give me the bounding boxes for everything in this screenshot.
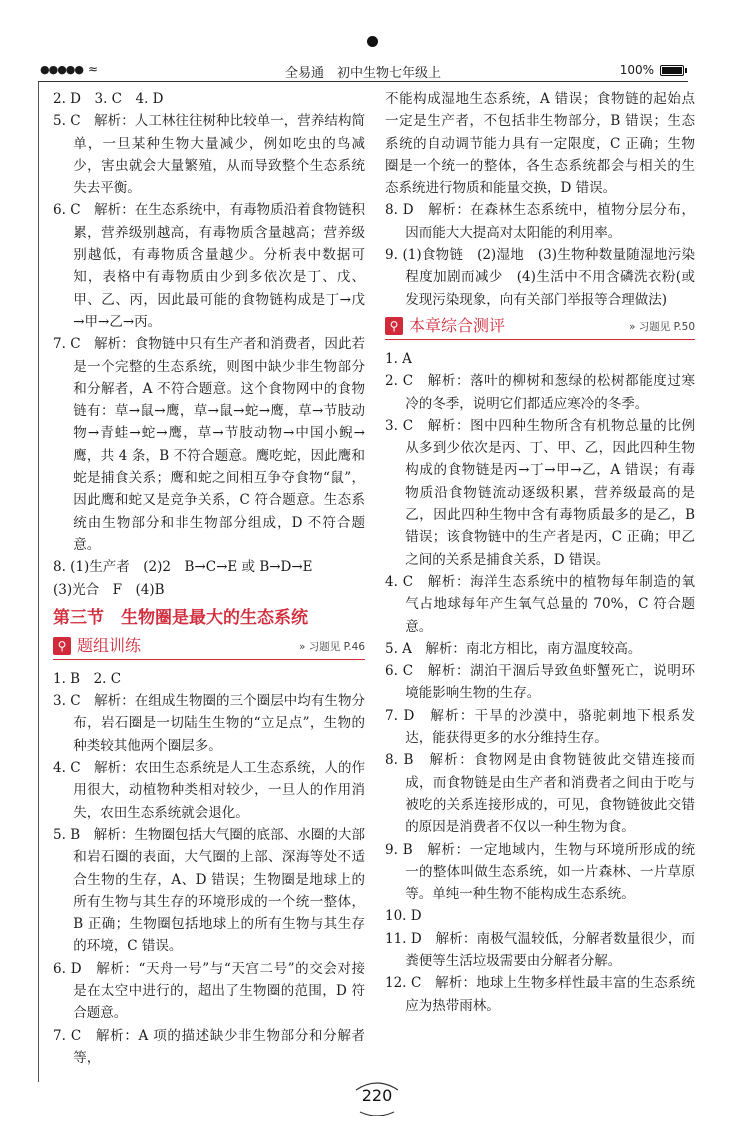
header-divider <box>38 81 688 82</box>
test-answer-3: 3. C 解析：图中四种生物所含有机物总量的比例从多到少依次是丙、丁、甲、乙，因此四种生物构成的食物链是丙→丁→甲→乙，A 错误；有毒物质沿食物链流动逐级积累，营养级最高的是乙，因此四种生物中含有毒物质最多的是乙，B 错误；该食物链中的生产者是丙，C 正确；甲乙之间的关系是捕食关系，D 错误。 <box>385 417 695 568</box>
page-margin-line <box>38 82 39 1082</box>
exercise-banner <box>53 635 365 660</box>
right-column <box>385 88 695 1017</box>
chapter-test-banner <box>385 315 695 340</box>
magnifier-icon: ⚲ <box>385 317 403 335</box>
answer-8b: 8. D 解析：在森林生态系统中，植物分层分布，因而能大大提高对太阳能的利用率。 <box>385 202 695 241</box>
left-column <box>53 88 365 1069</box>
exercise-page-ref: » 习题见 P.46 <box>299 640 365 653</box>
answer-1-2: 1. B 2. C <box>53 670 122 687</box>
answer-6b: 6. D 解析：“天舟一号”与“天宫二号”的交会对接是在太空中进行的，超出了生物圈的范围，D 符合题意。 <box>53 960 365 1022</box>
test-answer-5: 5. A 解析：南北方相比，南方温度较高。 <box>385 640 642 657</box>
test-answer-11: 11. D 解析：南极气温较低，分解者数量很少，而粪便等生活垃圾需要由分解者分解。 <box>385 930 695 969</box>
test-answer-2: 2. C 解析：落叶的柳树和葱绿的松树都能度过寒冷的冬季，说明它们都适应寒冷的冬季。 <box>385 373 695 412</box>
test-answer-9: 9. B 解析：一定地域内，生物与环境所形成的统一的整体叫做生态系统，如一片森林、一片草原等。单纯一种生物不能构成生态系统。 <box>385 841 695 903</box>
answer-5b: 5. B 解析：生物圈包括大气圈的底部、水圈的大部和岩石圈的表面，大气圈的上部、深海等处不适合生物的生存，A、D 错误；生物圈是地球上的所有生物与其生存的环境形成的一个统一整体，B 正确；生物圈包括地球上的所有生物与其生存的环境，C 错误。 <box>53 826 365 955</box>
answer-6: 6. C 解析：在生态系统中，有毒物质沿着食物链积累，营养级别越高，有毒物质含量越高；营养级别越低，有毒物质含量越少。分析表中数据可知，表格中有毒物质由少到多依次是丁、戊、甲、乙、丙，因此最可能的食物链构成是丁→戊→甲→乙→丙。 <box>53 202 365 330</box>
battery-icon <box>660 65 684 76</box>
battery-percentage: 100% <box>619 63 654 77</box>
status-bar <box>38 62 688 80</box>
answer-5: 5. C 解析：人工林往往树种比较单一，营养结构简单，一旦某种生物大量减少，例如吃虫的鸟减少，害虫就会大量繁殖，从而导致整个生态系统失去平衡。 <box>53 113 365 197</box>
test-answer-8: 8. B 解析：食物网是由食物链彼此交错连接而成，而食物链是由生产者和消费者之间由于吃与被吃的关系连接形成的，可见，食物链彼此交错的原因是消费者不仅以一种生物为食。 <box>385 752 695 836</box>
test-answer-12: 12. C 解析：地球上生物多样性最丰富的生态系统应为热带雨林。 <box>385 975 695 1014</box>
test-answer-10: 10. D <box>385 908 422 925</box>
banner-title: 题组训练 <box>77 635 142 655</box>
answer-8-line-2: (3)光合 F (4)B <box>53 581 165 598</box>
answer-4: 4. C 解析：农田生态系统是人工生态系统，人的作用很大，动植物种类相对较少，一旦人的作用消失，农田生态系统就会退化。 <box>53 760 365 821</box>
answer-3: 3. C 解析：在组成生物圈的三个圈层中均有生物分布，岩石圈是一切陆生生物的“立足点”，生物的种类较其他两个圈层多。 <box>53 693 365 754</box>
test-answer-4: 4. C 解析：海洋生态系统中的植物每年制造的氧气占地球每年产生氧气总量的 70%，C 符合题意。 <box>385 573 695 635</box>
test-answer-7: 7. D 解析：干旱的沙漠中，骆驼刺地下根系发达，能获得更多的水分维持生存。 <box>385 707 695 747</box>
answer-7b-continued: 不能构成湿地生态系统，A 错误；食物链的起始点一定是生产者，不包括非生物部分，B 错误；生态系统的自动调节能力具有一定限度，C 正确；生物圈是一个统一的整体，各生态系统都会与相关的生态系统进行物质和能量交换，D 错误。 <box>385 91 695 197</box>
test-answer-6: 6. C 解析：湖泊干涸后导致鱼虾蟹死亡，说明环境能影响生物的生存。 <box>385 663 695 702</box>
answer-7: 7. C 解析：食物链中只有生产者和消费者，因此若是一个完整的生态系统，则图中缺少非生物部分和分解者，A 不符合题意。这个食物网中的食物链有：草→鼠→鹰，草→鼠→蛇→鹰，草→节肢动物→青蛙→蛇→鹰，草→节肢动物→中国小鲵→鹰，共 4 条，B 不符合题意。鹰吃蛇，因此鹰和蛇是捕食关系；鹰和蛇之间相互争夺食物“鼠”，因此鹰和蛇又是竞争关系，C 符合题意。生态系统由生物部分和非生物部分组成，D 不符合题意。 <box>53 336 365 553</box>
page-number: 220 <box>361 1086 393 1105</box>
answer-7b: 7. C 解析：A 项的描述缺少非生物部分和分解者等， <box>53 1027 365 1066</box>
answer-9b: 9. (1)食物链 (2)湿地 (3)生物种数量随湿地污染程度加剧而减少 (4)生活中不用含磷洗衣粉(或发现污染现象，向有关部门举报等合理做法) <box>385 247 695 308</box>
signal-strength-icon: ●●●●● <box>40 63 83 76</box>
wifi-icon: ≈ <box>88 62 99 76</box>
section-title: 第三节 生物圈是最大的生态系统 <box>53 607 308 628</box>
camera-dot <box>367 36 378 47</box>
answer-2-4: 2. D 3. C 4. D <box>53 91 164 107</box>
exercise-page-ref: » 习题见 P.50 <box>629 320 695 333</box>
test-answer-1: 1. A <box>385 350 412 367</box>
book-title: 全易通 初中生物七年级上 <box>284 66 441 81</box>
magnifier-icon: ⚲ <box>53 637 71 655</box>
banner-title: 本章综合测评 <box>409 315 506 335</box>
answer-8-line-1: 8. (1)生产者 (2)2 B→C→E 或 B→D→E <box>53 559 313 576</box>
